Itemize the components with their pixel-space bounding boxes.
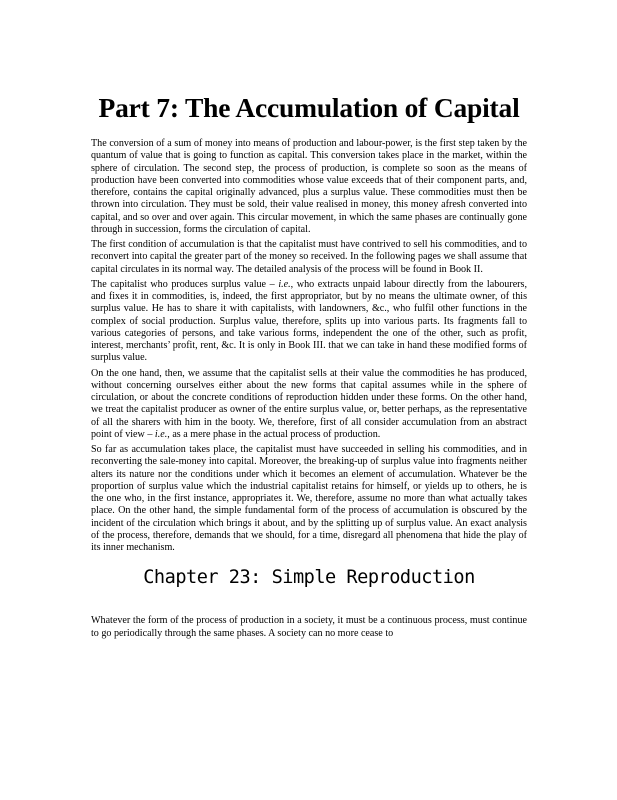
- italic-abbreviation: i.e.: [154, 428, 168, 440]
- document-page: [91, 91, 527, 643]
- paragraph: So far as accumulation takes place, the capitalist must have succeeded in selling his commodities, and in reconverting the sale-money into capital. Moreover, the breaking-up of surplus value into fragments neither alters its nature nor the conditions under which it becomes an element of accumulation. Whatever be the proportion of surplus value which the industrial capitalist retains for himself, or yields up to others, he is the one who, in the first instance, appropriates it. We, therefore, assume no more than what actually takes place. On the other hand, the simple fundamental form of the process of accumulation is obscured by the incident of the circulation which brings it about, and by the splitting up of surplus value. An exact analysis of the process, therefore, demands that we should, for a time, disregard all phenomena that hide the play of its inner mechanism.: [91, 444, 527, 553]
- paragraph: The capitalist who produces surplus value – i.e., who extracts unpaid labour directly from the labourers, and fixes it in commodities, is, indeed, the first appropriator, but by no means the ultimate owner, of this surplus value. He has to share it with capitalists, with landowners, &c., who fulfil other functions in the complex of social production. Surplus value, therefore, splits up into various parts. Its fragments fall to various categories of persons, and take various forms, independent the one of the other, such as profit, interest, merchants’ profit, rent, &c. It is only in Book III. that we can take in hand these modified forms of surplus value.: [91, 278, 527, 364]
- italic-abbreviation: i.e.: [278, 278, 291, 290]
- paragraph: The first condition of accumulation is that the capitalist must have contrived to sell his commodities, and to reconvert into capital the greater part of the money so received. In the following pages we shall assume that capital circulates in its normal way. The detailed analysis of the process will be found in Book II.: [91, 239, 527, 275]
- paragraph: On the one hand, then, we assume that the capitalist sells at their value the commodities he has produced, without concerning ourselves either about the new forms that capital assumes while in the sphere of circulation, or about the concrete conditions of reproduction hidden under these forms. On the other hand, we treat the capitalist producer as owner of the entire surplus value, or, better perhaps, as the representative of all the sharers with him in the booty. We, therefore, first of all consider accumulation from an abstract point of view – i.e., as a mere phase in the actual process of production.: [91, 367, 527, 440]
- paragraph: The conversion of a sum of money into means of production and labour-power, is the first step taken by the quantum of value that is going to function as capital. This conversion takes place in the market, within the sphere of circulation. The second step, the process of production, is complete so soon as the means of production have been converted into commodities whose value exceeds that of their component parts, and, therefore, contains the capital originally advanced, plus a surplus value. These commodities must then be thrown into circulation. They must be sold, their value realised in money, this money afresh converted into capital, and so over and over again. This circular movement, in which the same phases are continually gone through in succession, forms the circulation of capital.: [91, 138, 527, 235]
- part-title: Part 7: The Accumulation of Capital: [98, 92, 520, 123]
- chapter-title: Chapter 23: Simple Reproduction: [143, 567, 475, 589]
- chapter-paragraph: Whatever the form of the process of production in a society, it must be a continuous process, must continue to go periodically through the same phases. A society can no more cease to: [91, 615, 527, 639]
